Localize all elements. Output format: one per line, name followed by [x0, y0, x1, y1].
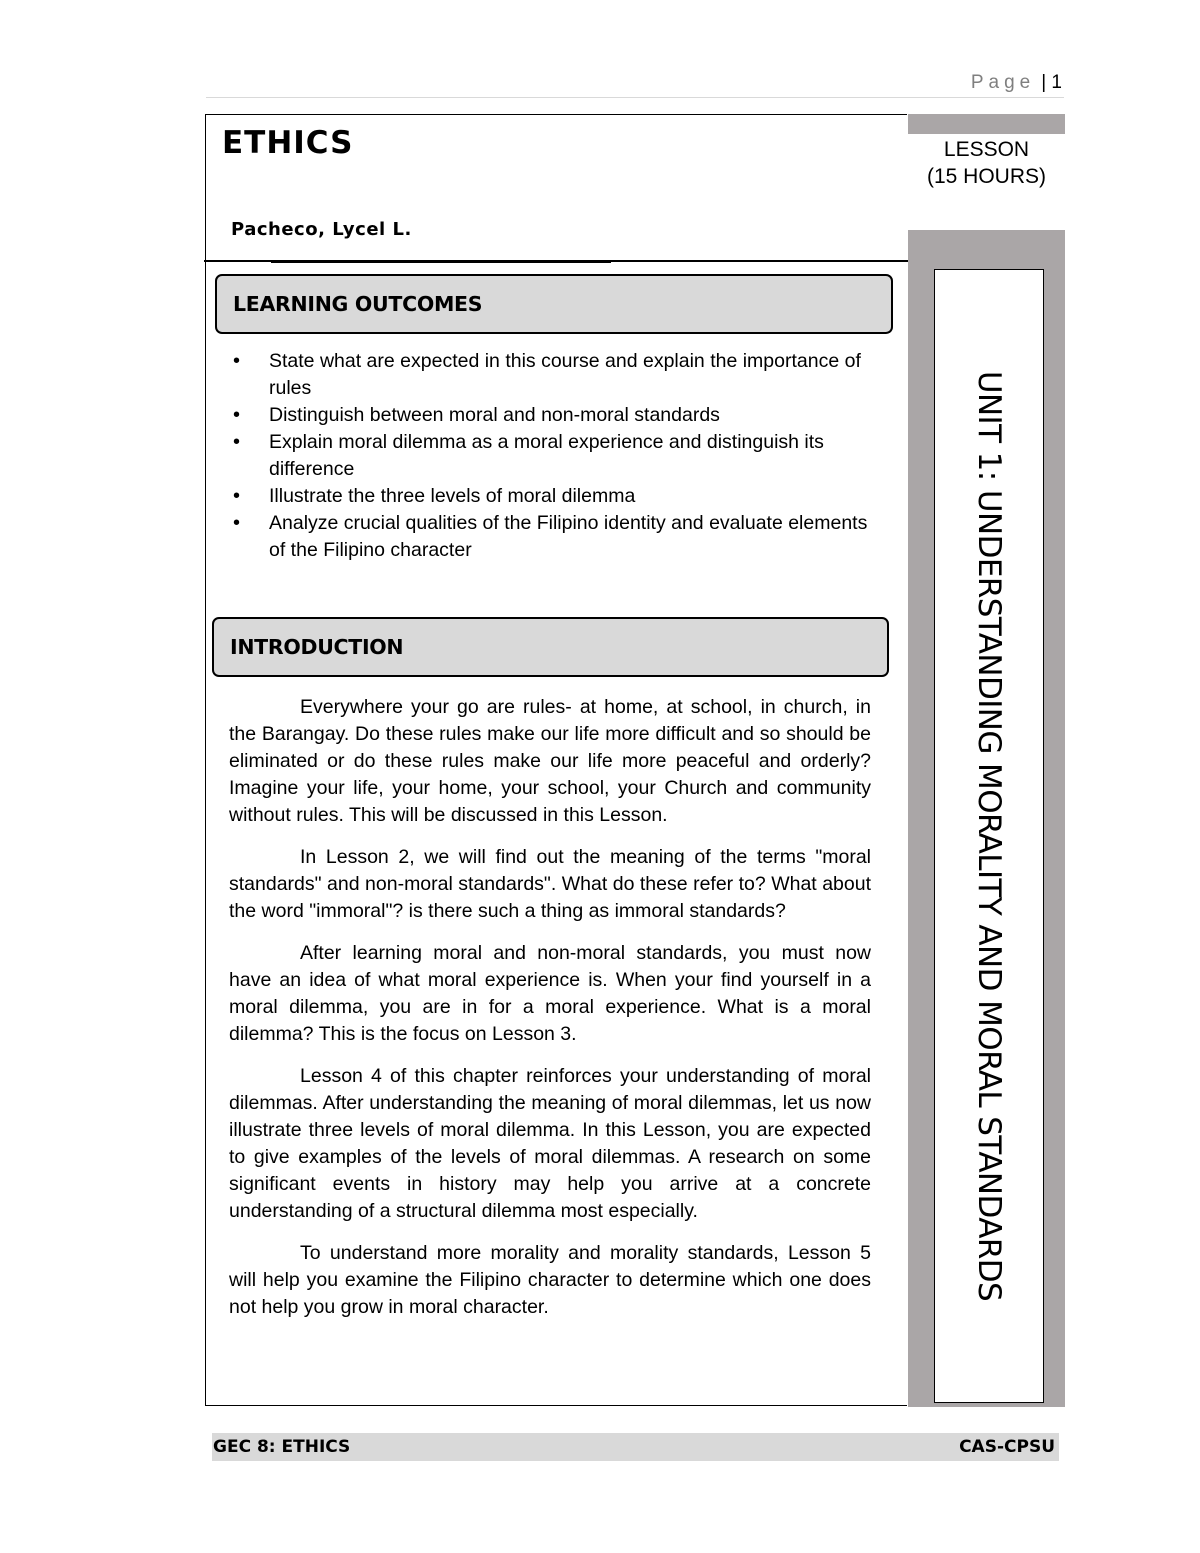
intro-paragraph: Lesson 4 of this chapter reinforces your understanding of moral dilemmas. After understanding the meaning of moral dilemmas, let us now illustrate three levels of moral dilemma. In this Lesson, you are expected to give examples of the levels of moral dilemmas. A research on some significant events in history may help you arrive at a concrete understanding of a structural dilemma most especially.	[229, 1065, 871, 1222]
intro-paragraph: Everywhere your go are rules- at home, at school, in church, in the Barangay. Do these rules make our life more difficult and so should be eliminated or do these rules make our life more peaceful and orderly? Imagine your life, your home, your school, your Church and community without rules. This will be discussed in this Lesson.	[229, 696, 871, 826]
introduction-body	[229, 694, 871, 1386]
lesson-label	[908, 136, 1065, 190]
side-banner	[908, 260, 1065, 1407]
learning-outcomes-header	[215, 274, 893, 334]
page-separator: |	[1041, 72, 1047, 93]
learning-outcomes-list	[231, 348, 871, 564]
introduction-header	[212, 617, 889, 677]
page-footer	[212, 1433, 1059, 1461]
page-header	[700, 70, 1062, 96]
side-header-bar	[908, 230, 1065, 260]
course-title: ETHICS	[222, 125, 354, 161]
lesson-hours: (15 HOURS)	[926, 165, 1047, 188]
introduction-heading: INTRODUCTION	[230, 635, 404, 659]
header-rule	[206, 97, 1064, 98]
intro-paragraph: After learning moral and non-moral standards, you must now have an idea of what moral experience is. When your find yourself in a moral dilemma, you are in for a moral experience. What is a moral dilemma? This is the focus on Lesson 3.	[229, 942, 871, 1045]
intro-paragraph: In Lesson 2, we will find out the meaning of the terms "moral standards" and non-moral standards". What do these refer to? What about the word "immoral"? is there such a thing as immoral standards?	[229, 846, 871, 922]
list-item: • Explain moral dilemma as a moral experience and distinguish its difference	[231, 429, 871, 483]
unit-title: UNIT 1: UNDERSTANDING MORALITY AND MORAL STANDARDS	[971, 370, 1007, 1302]
list-item: • Analyze crucial qualities of the Filipino identity and evaluate elements of the Filipino character	[231, 510, 871, 564]
lesson-word: LESSON	[943, 138, 1030, 161]
page-number: 1	[1051, 72, 1062, 93]
side-top-bar	[908, 114, 1065, 134]
list-item: • Distinguish between moral and non-moral standards	[231, 402, 871, 429]
list-item: • State what are expected in this course and explain the importance of rules	[231, 348, 871, 402]
page-label: Page	[970, 72, 1036, 93]
main-content-box	[205, 114, 907, 1406]
learning-outcomes-heading: LEARNING OUTCOMES	[233, 292, 483, 316]
list-item: • Illustrate the three levels of moral dilemma	[231, 483, 871, 510]
footer-institution: CAS-CPSU	[959, 1437, 1055, 1457]
author-name: Pacheco, Lycel L.	[231, 219, 412, 240]
side-banner-box	[934, 269, 1044, 1403]
footer-course: GEC 8: ETHICS	[213, 1437, 351, 1457]
lesson-frame	[205, 114, 1065, 1407]
intro-paragraph: To understand more morality and morality standards, Lesson 5 will help you examine the Filipino character to determine which one does not help you grow in moral character.	[229, 1242, 871, 1318]
